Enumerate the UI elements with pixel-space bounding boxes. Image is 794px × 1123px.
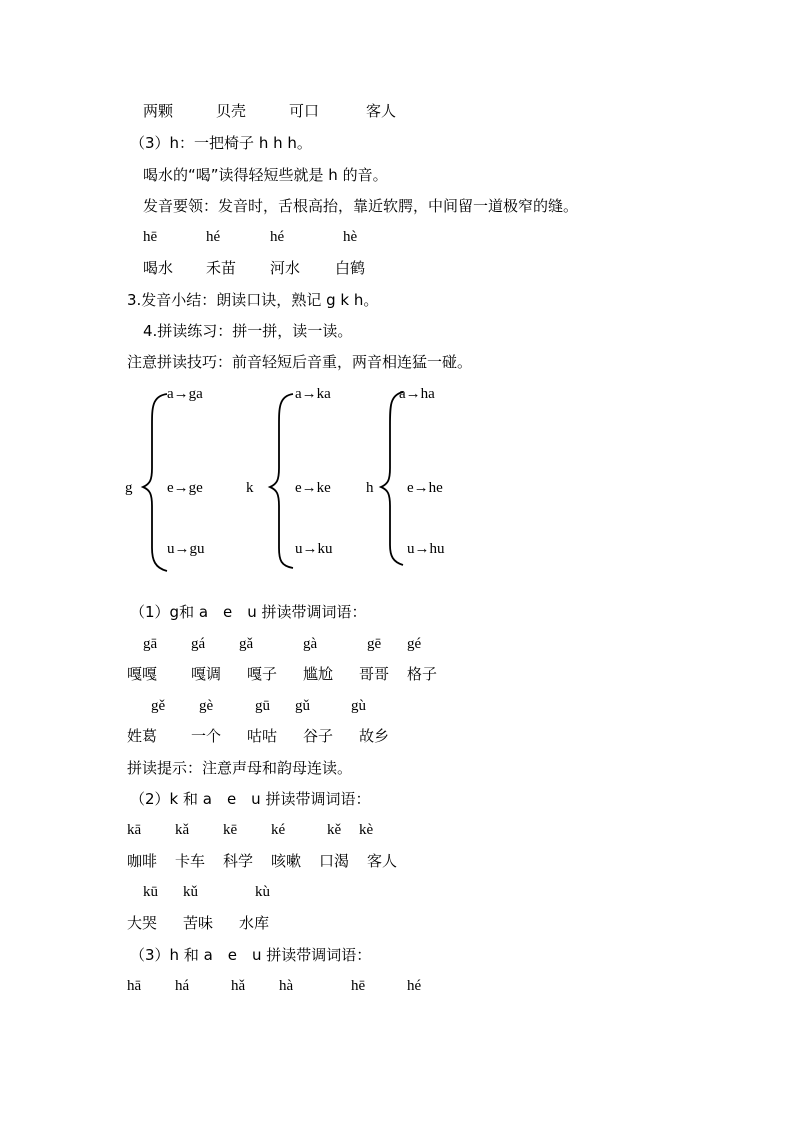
pronunciation-method: 发音要领：发音时，舌根高抬，靠近软腭，中间留一道极窄的缝。 [143,197,579,215]
pinyin: gě [151,698,166,714]
word: 大哭 [127,914,158,932]
brace-h [381,392,403,565]
pinyin: hǎ [231,978,246,994]
word: 口渴 [319,852,350,870]
word: 白鹤 [335,259,366,277]
word: 水库 [239,914,270,932]
pinyin: gǎ [239,636,254,652]
word: 嘎子 [247,665,278,683]
word: 姓葛 [127,727,158,745]
word: 格子 [407,665,438,683]
pinyin: gè [199,698,214,714]
part-h-heading: （3）h 和 a e u 拼读带调词语： [130,946,372,964]
pinyin: hé [407,978,422,994]
word: 谷子 [303,727,334,745]
spell-row: u→gu [167,541,205,557]
word: 贝壳 [216,102,247,120]
brace-g [143,394,167,571]
word: 嘎调 [191,665,222,683]
word: 咳嗽 [271,852,302,870]
pinyin: ké [271,822,286,838]
pinyin: kǎ [175,822,190,838]
word: 卡车 [175,852,206,870]
word: 两颗 [143,102,174,120]
word: 禾苗 [206,259,237,277]
pinyin: kū [143,884,158,900]
spell-row: a→ka [295,386,331,402]
word: 一个 [191,727,222,745]
pinyin: gǔ [295,698,310,714]
brace-k [270,394,293,568]
pinyin: gū [255,698,270,714]
word: 尴尬 [303,665,334,683]
word: 故乡 [359,727,390,745]
practice-title: 4.拼读练习：拼一拼，读一读。 [143,322,353,340]
word: 客人 [367,852,398,870]
word: 哥哥 [359,665,390,683]
technique-tip: 注意拼读技巧：前音轻短后音重，两音相连猛一碰。 [127,353,473,371]
summary-line: 3.发音小结：朗读口诀，熟记 g k h。 [127,291,379,309]
pinyin: kè [359,822,374,838]
spell-row: u→ku [295,541,333,557]
pinyin: kù [255,884,270,900]
initial-k: k [246,480,254,496]
pinyin: hé [270,229,285,245]
pinyin: hà [279,978,294,994]
pinyin: kē [223,822,238,838]
pinyin: gē [367,636,382,652]
word: 科学 [223,852,254,870]
pinyin: hē [351,978,366,994]
spell-row: e→he [407,480,443,496]
section-h-heading: （3）h：一把椅子 h h h。 [130,134,312,152]
pinyin: há [175,978,190,994]
word: 喝水 [143,259,174,277]
pinyin: hé [206,229,221,245]
word: 咖啡 [127,852,158,870]
pinyin: hā [127,978,142,994]
pinyin: kě [327,822,342,838]
pinyin: gā [143,636,158,652]
pinyin: gù [351,698,366,714]
spell-row: e→ke [295,480,331,496]
pinyin: hè [343,229,358,245]
spell-row: u→hu [407,541,445,557]
part-g-heading: （1）g和 a e u 拼读带调词语： [130,603,367,621]
word: 嘎嘎 [127,665,158,683]
pinyin: gá [191,636,206,652]
pinyin: gà [303,636,318,652]
spell-row: a→ha [399,386,435,402]
initial-g: g [125,480,133,496]
word: 客人 [366,102,397,120]
drink-sentence: 喝水的“喝”读得轻短些就是 h 的音。 [143,166,388,184]
word: 河水 [270,259,301,277]
spelling-hint: 拼读提示：注意声母和韵母连读。 [127,759,353,777]
word: 苦味 [183,914,214,932]
pinyin: kǔ [183,884,198,900]
word: 可口 [289,102,320,120]
pinyin: hē [143,229,158,245]
pinyin: gé [407,636,422,652]
word: 咕咕 [247,727,278,745]
initial-h: h [366,480,374,496]
spell-row: a→ga [167,386,203,402]
spell-row: e→ge [167,480,203,496]
pinyin: kā [127,822,142,838]
part-k-heading: （2）k 和 a e u 拼读带调词语： [130,790,371,808]
